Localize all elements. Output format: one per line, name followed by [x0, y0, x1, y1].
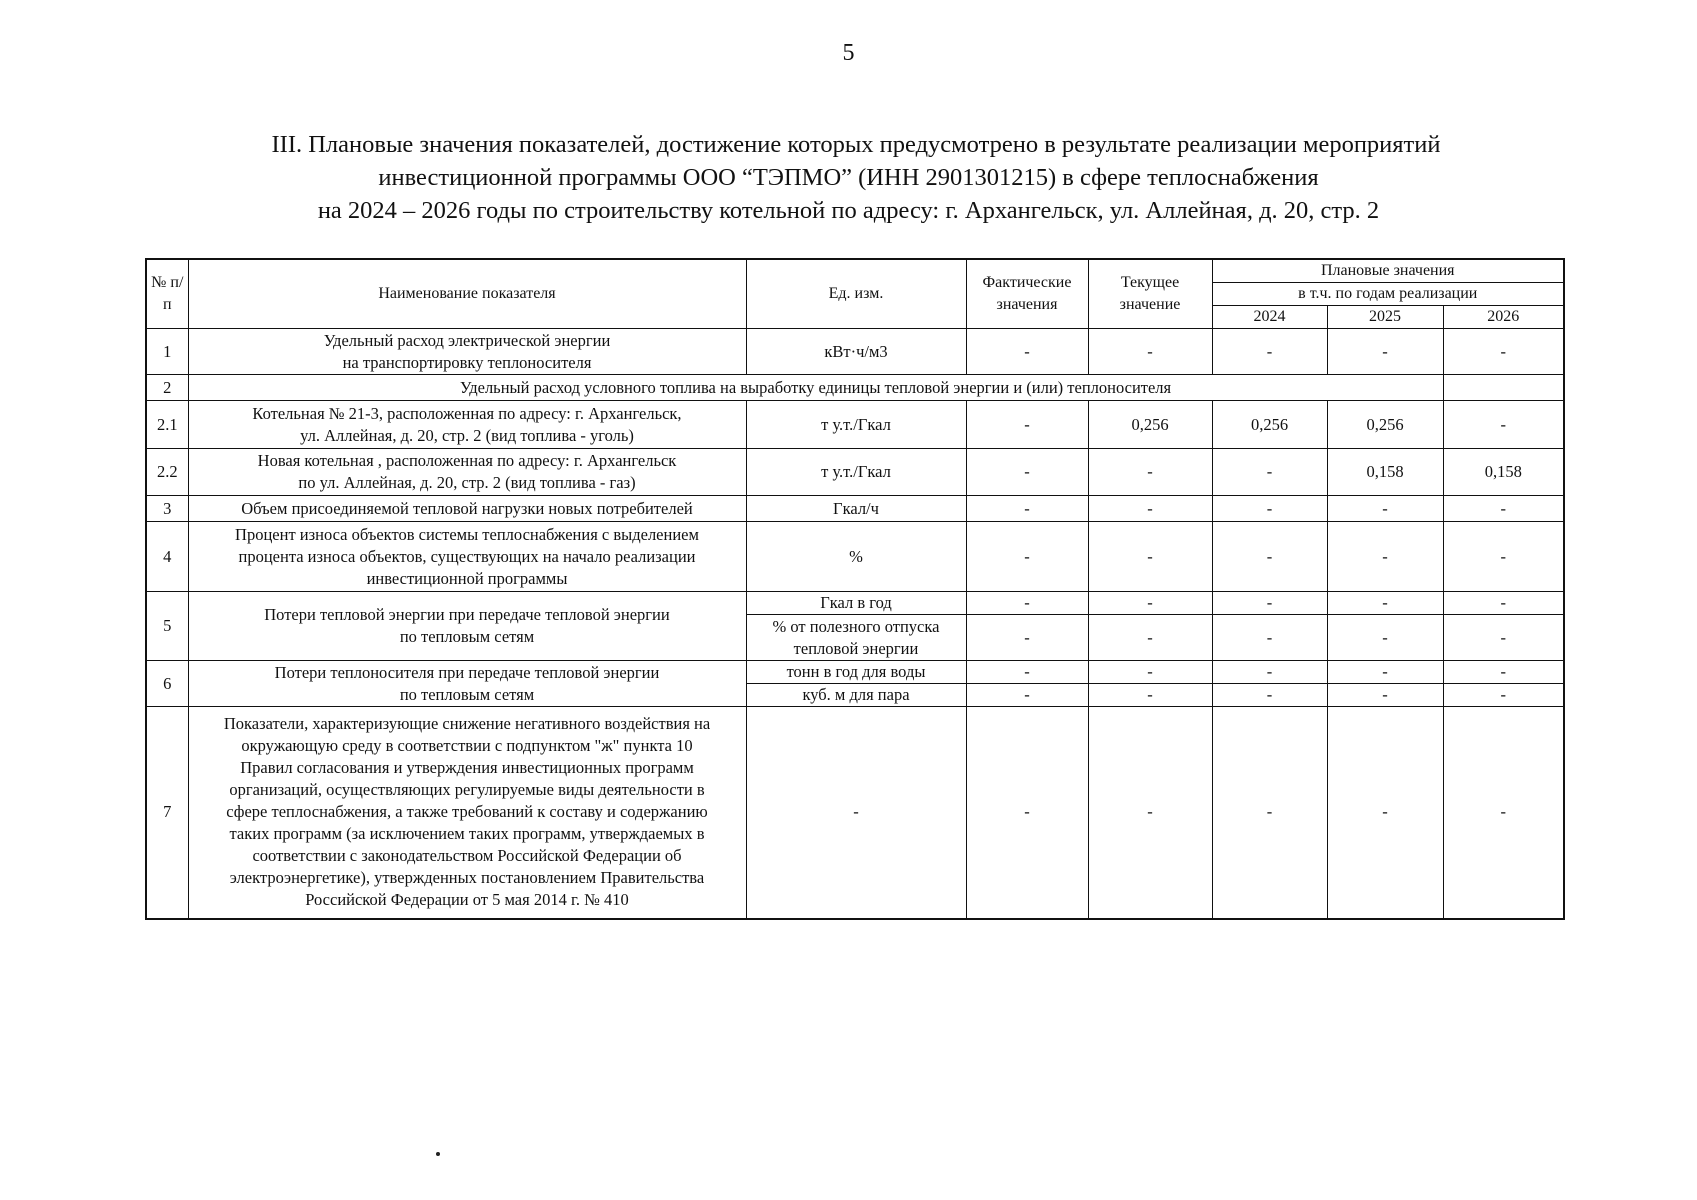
scan-artifact-dot	[436, 1152, 440, 1156]
row-name-line: Потери теплоносителя при передаче тепловой энергии	[274, 662, 660, 682]
row-unit: кВт·ч/м3	[746, 329, 966, 375]
cell-2025: -	[1327, 522, 1443, 592]
row-name-line: по ул. Аллейная, д. 20, стр. 2 (вид топлива - газ)	[298, 473, 636, 492]
table-row	[146, 661, 1564, 684]
cell-2025: -	[1327, 615, 1443, 661]
row-name-line: Котельная № 21-3, расположенная по адресу: г. Архангельск,	[252, 403, 682, 423]
cell-current: -	[1088, 615, 1212, 661]
cell-2026: -	[1443, 592, 1564, 615]
row-unit: Гкал/ч	[746, 496, 966, 522]
cell-2025: -	[1327, 592, 1443, 615]
row-num: 2	[146, 375, 188, 401]
row-name-line: сфере теплоснабжения, а также требований к составу и содержанию	[226, 802, 708, 822]
row-name	[188, 522, 746, 592]
table-row	[146, 449, 1564, 496]
row-unit: т у.т./Гкал	[746, 401, 966, 449]
row-name-line: электроэнергетике), утвержденных постановлением Правительства	[229, 868, 705, 888]
cell-actual: -	[966, 449, 1088, 496]
cell-current: -	[1088, 522, 1212, 592]
table-row	[146, 592, 1564, 615]
cell-2024: -	[1212, 661, 1327, 684]
cell-2024: 0,256	[1212, 401, 1327, 449]
row-name-line: Потери тепловой энергии при передаче тепловой энергии	[264, 605, 670, 624]
table-row	[146, 496, 1564, 522]
header-unit: Ед. изм.	[746, 259, 966, 329]
row-unit-line: % от полезного отпуска	[772, 616, 940, 636]
cell-2026: -	[1443, 684, 1564, 707]
table-row	[146, 401, 1564, 449]
cell-actual: -	[966, 496, 1088, 522]
heading-line-1: III. Плановые значения показателей, достижение которых предусмотрено в результате реализации мероприятий	[271, 131, 1441, 158]
cell-actual: -	[966, 592, 1088, 615]
cell-current: 0,256	[1088, 401, 1212, 449]
cell-2025: 0,158	[1327, 449, 1443, 496]
table-row	[146, 375, 1564, 401]
cell-2025: -	[1327, 707, 1443, 919]
cell-2026	[1443, 375, 1564, 401]
cell-2025: 0,256	[1327, 401, 1443, 449]
row-name-line: инвестиционной программы	[366, 568, 568, 588]
header-year-2026: 2026	[1443, 306, 1564, 329]
cell-2025: -	[1327, 684, 1443, 707]
cell-2024: -	[1212, 592, 1327, 615]
section-heading	[0, 128, 1697, 227]
row-name-line: по тепловым сетям	[399, 627, 535, 646]
heading-line-2: инвестиционной программы ООО “ТЭПМО” (ИНН 2901301215) в сфере теплоснабжения	[378, 164, 1319, 191]
cell-current: -	[1088, 449, 1212, 496]
row-name-line: процента износа объектов, существующих на начало реализации	[238, 546, 696, 566]
row-num: 2.2	[146, 449, 188, 496]
row-unit: куб. м для пара	[746, 684, 966, 707]
header-name: Наименование показателя	[188, 259, 746, 329]
row-name-line: Удельный расход электрической энергии	[323, 330, 611, 350]
cell-2026: -	[1443, 661, 1564, 684]
cell-2026: -	[1443, 522, 1564, 592]
cell-actual: -	[966, 401, 1088, 449]
row-name	[188, 329, 746, 375]
cell-2024: -	[1212, 329, 1327, 375]
cell-actual: -	[966, 615, 1088, 661]
cell-2024: -	[1212, 707, 1327, 919]
row-name	[188, 661, 746, 707]
row-name-line: Процент износа объектов системы теплоснабжения с выделением	[235, 524, 699, 544]
row-num: 5	[146, 592, 188, 661]
row-unit: -	[746, 707, 966, 919]
cell-2026: -	[1443, 707, 1564, 919]
header-num: № п/п	[146, 259, 188, 329]
row-name-line: на транспортировку теплоносителя	[342, 352, 592, 372]
cell-actual: -	[966, 684, 1088, 707]
cell-2024: -	[1212, 615, 1327, 661]
cell-current: -	[1088, 329, 1212, 375]
row-name: Объем присоединяемой тепловой нагрузки новых потребителей	[188, 496, 746, 522]
row-name-line: Показатели, характеризующие снижение негативного воздействия на	[223, 714, 711, 734]
row-name: Удельный расход условного топлива на выработку единицы тепловой энергии и (или) теплоносителя	[188, 375, 1443, 401]
cell-current: -	[1088, 684, 1212, 707]
header-by-years: в т.ч. по годам реализации	[1212, 283, 1564, 306]
cell-2026: -	[1443, 329, 1564, 375]
cell-2026: -	[1443, 496, 1564, 522]
header-year-2024: 2024	[1212, 306, 1327, 329]
row-unit: %	[746, 522, 966, 592]
cell-2025: -	[1327, 661, 1443, 684]
cell-2024: -	[1212, 522, 1327, 592]
cell-2024: -	[1212, 449, 1327, 496]
row-unit: тонн в год для воды	[746, 661, 966, 684]
row-num: 2.1	[146, 401, 188, 449]
row-name-line: соответствии с законодательством Российской Федерации об	[252, 846, 682, 866]
table-row	[146, 522, 1564, 592]
cell-actual: -	[966, 661, 1088, 684]
row-name-line: организаций, осуществляющих регулируемые виды деятельности в	[229, 780, 705, 800]
indicators-table	[145, 258, 1565, 920]
header-current: Текущее значение	[1088, 259, 1212, 329]
cell-2025: -	[1327, 329, 1443, 375]
row-name	[188, 592, 746, 661]
cell-current: -	[1088, 707, 1212, 919]
row-unit: т у.т./Гкал	[746, 449, 966, 496]
row-unit	[746, 615, 966, 661]
row-name-line: по тепловым сетям	[399, 684, 535, 704]
cell-current: -	[1088, 496, 1212, 522]
cell-2026: 0,158	[1443, 449, 1564, 496]
cell-current: -	[1088, 661, 1212, 684]
cell-2026: -	[1443, 401, 1564, 449]
row-unit-line: тепловой энергии	[793, 638, 919, 658]
cell-2025: -	[1327, 496, 1443, 522]
cell-2024: -	[1212, 496, 1327, 522]
row-num: 4	[146, 522, 188, 592]
row-unit: Гкал в год	[746, 592, 966, 615]
cell-actual: -	[966, 707, 1088, 919]
cell-current: -	[1088, 592, 1212, 615]
cell-2026: -	[1443, 615, 1564, 661]
page-number: 5	[842, 40, 855, 66]
header-planned: Плановые значения	[1212, 259, 1564, 283]
row-name-line: ул. Аллейная, д. 20, стр. 2 (вид топлива - уголь)	[300, 425, 634, 445]
row-num: 1	[146, 329, 188, 375]
cell-2024: -	[1212, 684, 1327, 707]
header-year-2025: 2025	[1327, 306, 1443, 329]
cell-actual: -	[966, 329, 1088, 375]
row-name-line: Новая котельная , расположенная по адресу: г. Архангельск	[257, 451, 677, 470]
table-row	[146, 707, 1564, 919]
heading-line-3: на 2024 – 2026 годы по строительству котельной по адресу: г. Архангельск, ул. Аллейная, д. 20, стр. 2	[317, 197, 1380, 224]
row-name	[188, 707, 746, 919]
header-actual: Фактические значения	[966, 259, 1088, 329]
table-row	[146, 329, 1564, 375]
row-num: 6	[146, 661, 188, 707]
row-name	[188, 449, 746, 496]
row-name-line: таких программ (за исключением таких программ, утверждаемых в	[229, 824, 705, 844]
row-num: 7	[146, 707, 188, 919]
row-name-line: Правил согласования и утверждения инвестиционных программ	[240, 758, 694, 778]
row-num: 3	[146, 496, 188, 522]
cell-actual: -	[966, 522, 1088, 592]
row-name-line: окружающую среду в соответствии с подпунктом "ж" пункта 10	[241, 736, 693, 756]
row-name-line: Российской Федерации от 5 мая 2014 г. № 410	[305, 890, 629, 910]
row-name	[188, 401, 746, 449]
